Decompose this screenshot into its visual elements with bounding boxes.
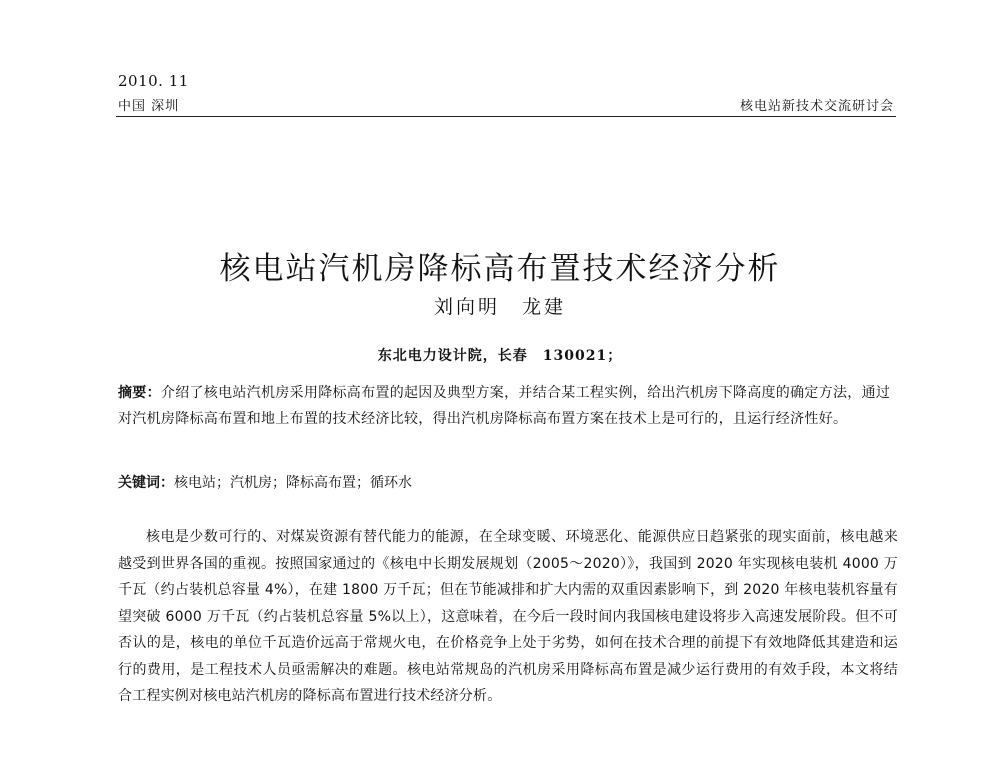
- abstract-label: 摘要：: [118, 385, 161, 401]
- paper-authors: 刘向明 龙建: [433, 296, 566, 318]
- abstract: [118, 380, 898, 432]
- keywords: [118, 470, 898, 496]
- abstract-text: 介绍了核电站汽机房采用降标高布置的起因及典型方案，并结合某工程实例，给出汽机房下降高度的确定方法，通过对汽机房降标高布置和地上布置的技术经济比较，得出汽机房降标高布置方案在技术上是可行的，且运行经济性好。: [118, 385, 891, 427]
- keywords-text: 核电站；汽机房；降标高布置；循环水: [174, 475, 412, 491]
- header-conference: 核电站新技术交流研讨会: [739, 99, 894, 114]
- keywords-label: 关键词：: [118, 475, 174, 491]
- header-rule: [116, 116, 896, 117]
- header-location: 中国 深圳: [118, 99, 180, 114]
- paper-title: 核电站汽机房降标高布置技术经济分析: [219, 250, 781, 287]
- header-date: 2010. 11: [118, 72, 189, 90]
- body-paragraph: 核电是少数可行的、对煤炭资源有替代能力的能源，在全球变暖、环境恶化、能源供应日趋紧张的现实面前，核电越来越受到世界各国的重视。按照国家通过的《核电中长期发展规划（2005～2020）》，我国到 2020 年实现核电装机 4000 万千瓦（约占装机总容量 4%），在建 1800 万千瓦；但在节能减排和扩大内需的双重因素影响下，到 2020 年核电装机容量有望突破 6000 万千瓦（约占装机总容量 5%以上），这意味着，在今后一段时间内我国核电建设将步入高速发展阶段。但不可否认的是，核电的单位千瓦造价远高于常规火电，在价格竞争上处于劣势，如何在技术合理的前提下有效地降低其建造和运行的费用，是工程技术人员亟需解决的难题。核电站常规岛的汽机房采用降标高布置是减少运行费用的有效手段，本文将结合工程实例对核电站汽机房的降标高布置进行技术经济分析。: [118, 529, 898, 704]
- paper-affiliation: 东北电力设计院，长春 130021；: [377, 348, 623, 364]
